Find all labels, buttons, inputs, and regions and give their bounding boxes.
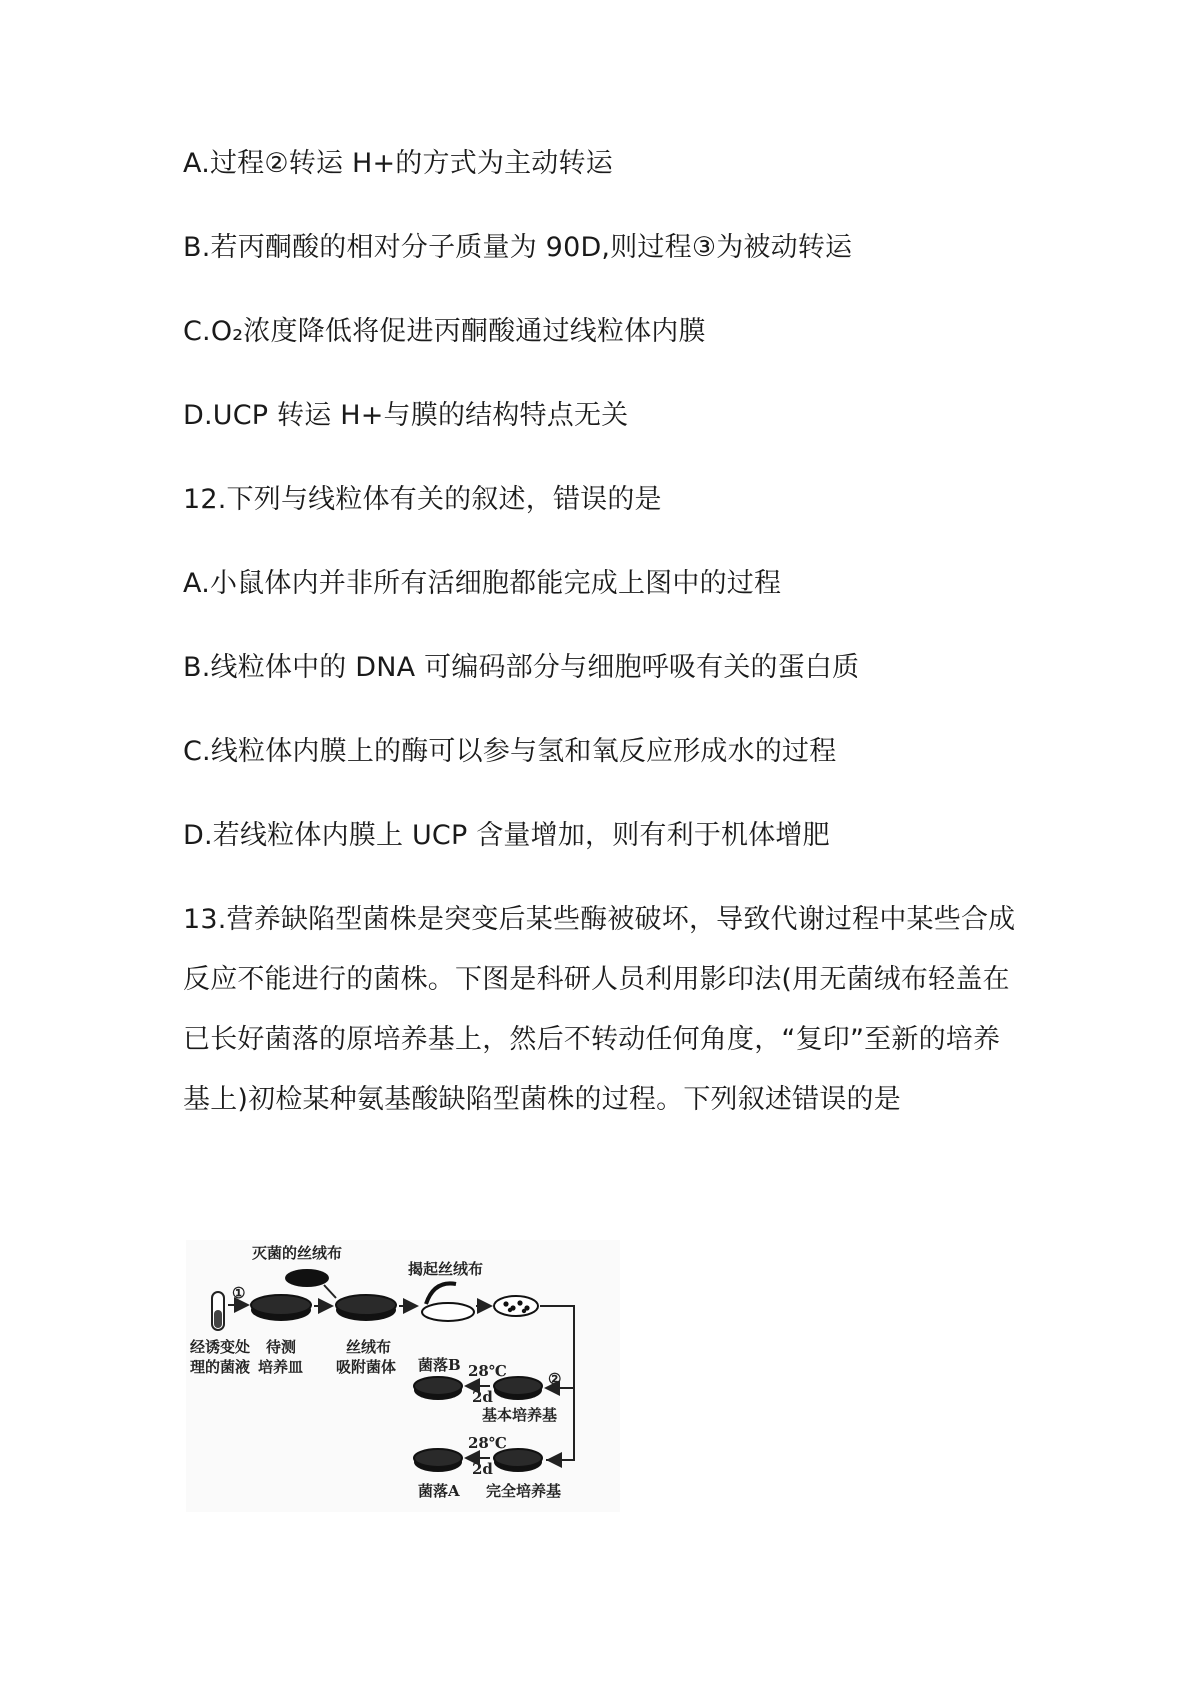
- step-1-label: ①: [232, 1284, 246, 1302]
- q12-option-d: D.若线粒体内膜上 UCP 含量增加，则有利于机体增肥: [183, 820, 830, 851]
- complete-medium-label: 完全培养基: [486, 1482, 562, 1500]
- q11-option-d: D.UCP 转运 H+与膜的结构特点无关: [183, 400, 629, 431]
- q11-option-b: B.若丙酮酸的相对分子质量为 90D,则过程③为被动转运: [183, 232, 853, 263]
- replica-plating-figure: [186, 1240, 620, 1512]
- adsorbed-dish-icon: [336, 1295, 396, 1321]
- q13-stem-line-3: 已长好菌落的原培养基上，然后不转动任何角度，“复印”至新的培养: [183, 1024, 1001, 1055]
- sterile-velvet-label: 灭菌的丝绒布: [252, 1244, 343, 1262]
- test-tube-icon: [212, 1292, 224, 1330]
- test-dish-icon: [251, 1295, 311, 1321]
- test-dish-label-1: 待测: [266, 1338, 297, 1356]
- q11-option-a: A.过程②转运 H+的方式为主动转运: [183, 148, 613, 179]
- velvet-icon: [285, 1269, 329, 1287]
- lift-velvet-label: 揭起丝绒布: [408, 1260, 484, 1278]
- colony-a-label: 菌落A: [418, 1482, 460, 1500]
- test-dish-label-2: 培养皿: [258, 1358, 304, 1376]
- q12-option-a: A.小鼠体内并非所有活细胞都能完成上图中的过程: [183, 568, 782, 599]
- colonies-dish-icon: [494, 1296, 538, 1316]
- q13-stem-line-4: 基上)初检某种氨基酸缺陷型菌株的过程。下列叙述错误的是: [183, 1084, 901, 1115]
- q12-stem: 12.下列与线粒体有关的叙述，错误的是: [183, 484, 662, 515]
- colony-b-dish-icon: [414, 1377, 462, 1400]
- q11-option-c: C.O₂浓度降低将促进丙酮酸通过线粒体内膜: [183, 316, 706, 347]
- colony-a-dish-icon: [414, 1449, 462, 1472]
- q13-stem-line-2: 反应不能进行的菌株。下图是科研人员利用影印法(用无菌绒布轻盖在: [183, 964, 1010, 995]
- mutagen-label-1: 经诱变处: [190, 1338, 251, 1356]
- q12-option-c: C.线粒体内膜上的酶可以参与氢和氧反应形成水的过程: [183, 736, 837, 767]
- q13-stem-line-1: 13.营养缺陷型菌株是突变后某些酶被破坏，导致代谢过程中某些合成: [183, 904, 1016, 935]
- step-2-label: ②: [548, 1370, 562, 1388]
- replica-plating-diagram: [186, 1240, 620, 1512]
- time-top-label: 2d: [472, 1388, 493, 1406]
- temp-bottom-label: 28℃: [468, 1434, 507, 1452]
- basic-medium-dish-icon: [494, 1377, 542, 1400]
- temp-top-label: 28℃: [468, 1362, 507, 1380]
- velvet-adsorb-label-2: 吸附菌体: [336, 1358, 397, 1376]
- basic-medium-label: 基本培养基: [482, 1406, 558, 1424]
- mutagen-label-2: 理的菌液: [190, 1358, 251, 1376]
- time-bottom-label: 2d: [472, 1460, 493, 1478]
- q12-option-b: B.线粒体中的 DNA 可编码部分与细胞呼吸有关的蛋白质: [183, 652, 860, 683]
- colony-b-label: 菌落B: [418, 1356, 461, 1374]
- velvet-adsorb-label-1: 丝绒布: [346, 1338, 392, 1356]
- complete-medium-dish-icon: [494, 1449, 542, 1472]
